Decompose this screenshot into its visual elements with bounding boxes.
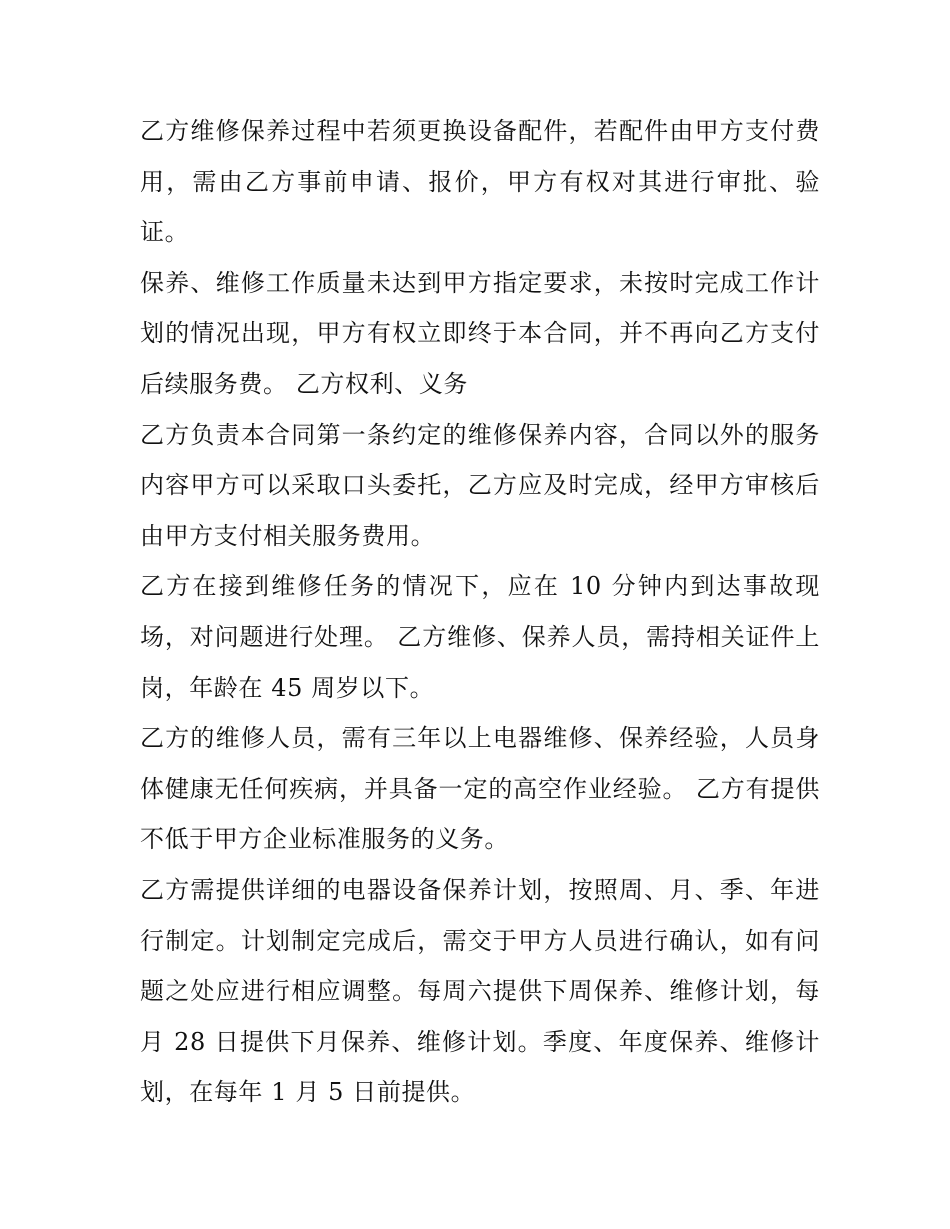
paragraph-response-time: 乙方在接到维修任务的情况下，应在 10 分钟内到达事故现场，对问题进行处理。 乙方维修、保养人员，需持相关证件上岗，年龄在 45 周岁以下。 xyxy=(140,572,820,702)
paragraph-maintenance-plan: 乙方需提供详细的电器设备保养计划，按照周、月、季、年进行制定。计划制定完成后，需交于甲方人员进行确认，如有问题之处应进行相应调整。每周六提供下周保养、维修计划，每月 28 日提供下月保养、维修计划。季度、年度保养、维修计划，在每年 1 月 5 日前提供。 xyxy=(140,875,820,1107)
paragraph-quality-requirements: 保养、维修工作质量未达到甲方指定要求，未按时完成工作计划的情况出现，甲方有权立即终于本合同，并不再向乙方支付后续服务费。 乙方权利、义务 xyxy=(140,268,820,398)
paragraph-staff-qualifications: 乙方的维修人员，需有三年以上电器维修、保养经验，人员身体健康无任何疾病，并具备一定的高空作业经验。 乙方有提供不低于甲方企业标准服务的义务。 xyxy=(140,724,820,854)
document-body xyxy=(140,106,820,1118)
paragraph-service-scope: 乙方负责本合同第一条约定的维修保养内容，合同以外的服务内容甲方可以采取口头委托，乙方应及时完成，经甲方审核后由甲方支付相关服务费用。 xyxy=(140,420,820,550)
paragraph-parts-replacement: 乙方维修保养过程中若须更换设备配件，若配件由甲方支付费用，需由乙方事前申请、报价，甲方有权对其进行审批、验证。 xyxy=(140,117,820,247)
